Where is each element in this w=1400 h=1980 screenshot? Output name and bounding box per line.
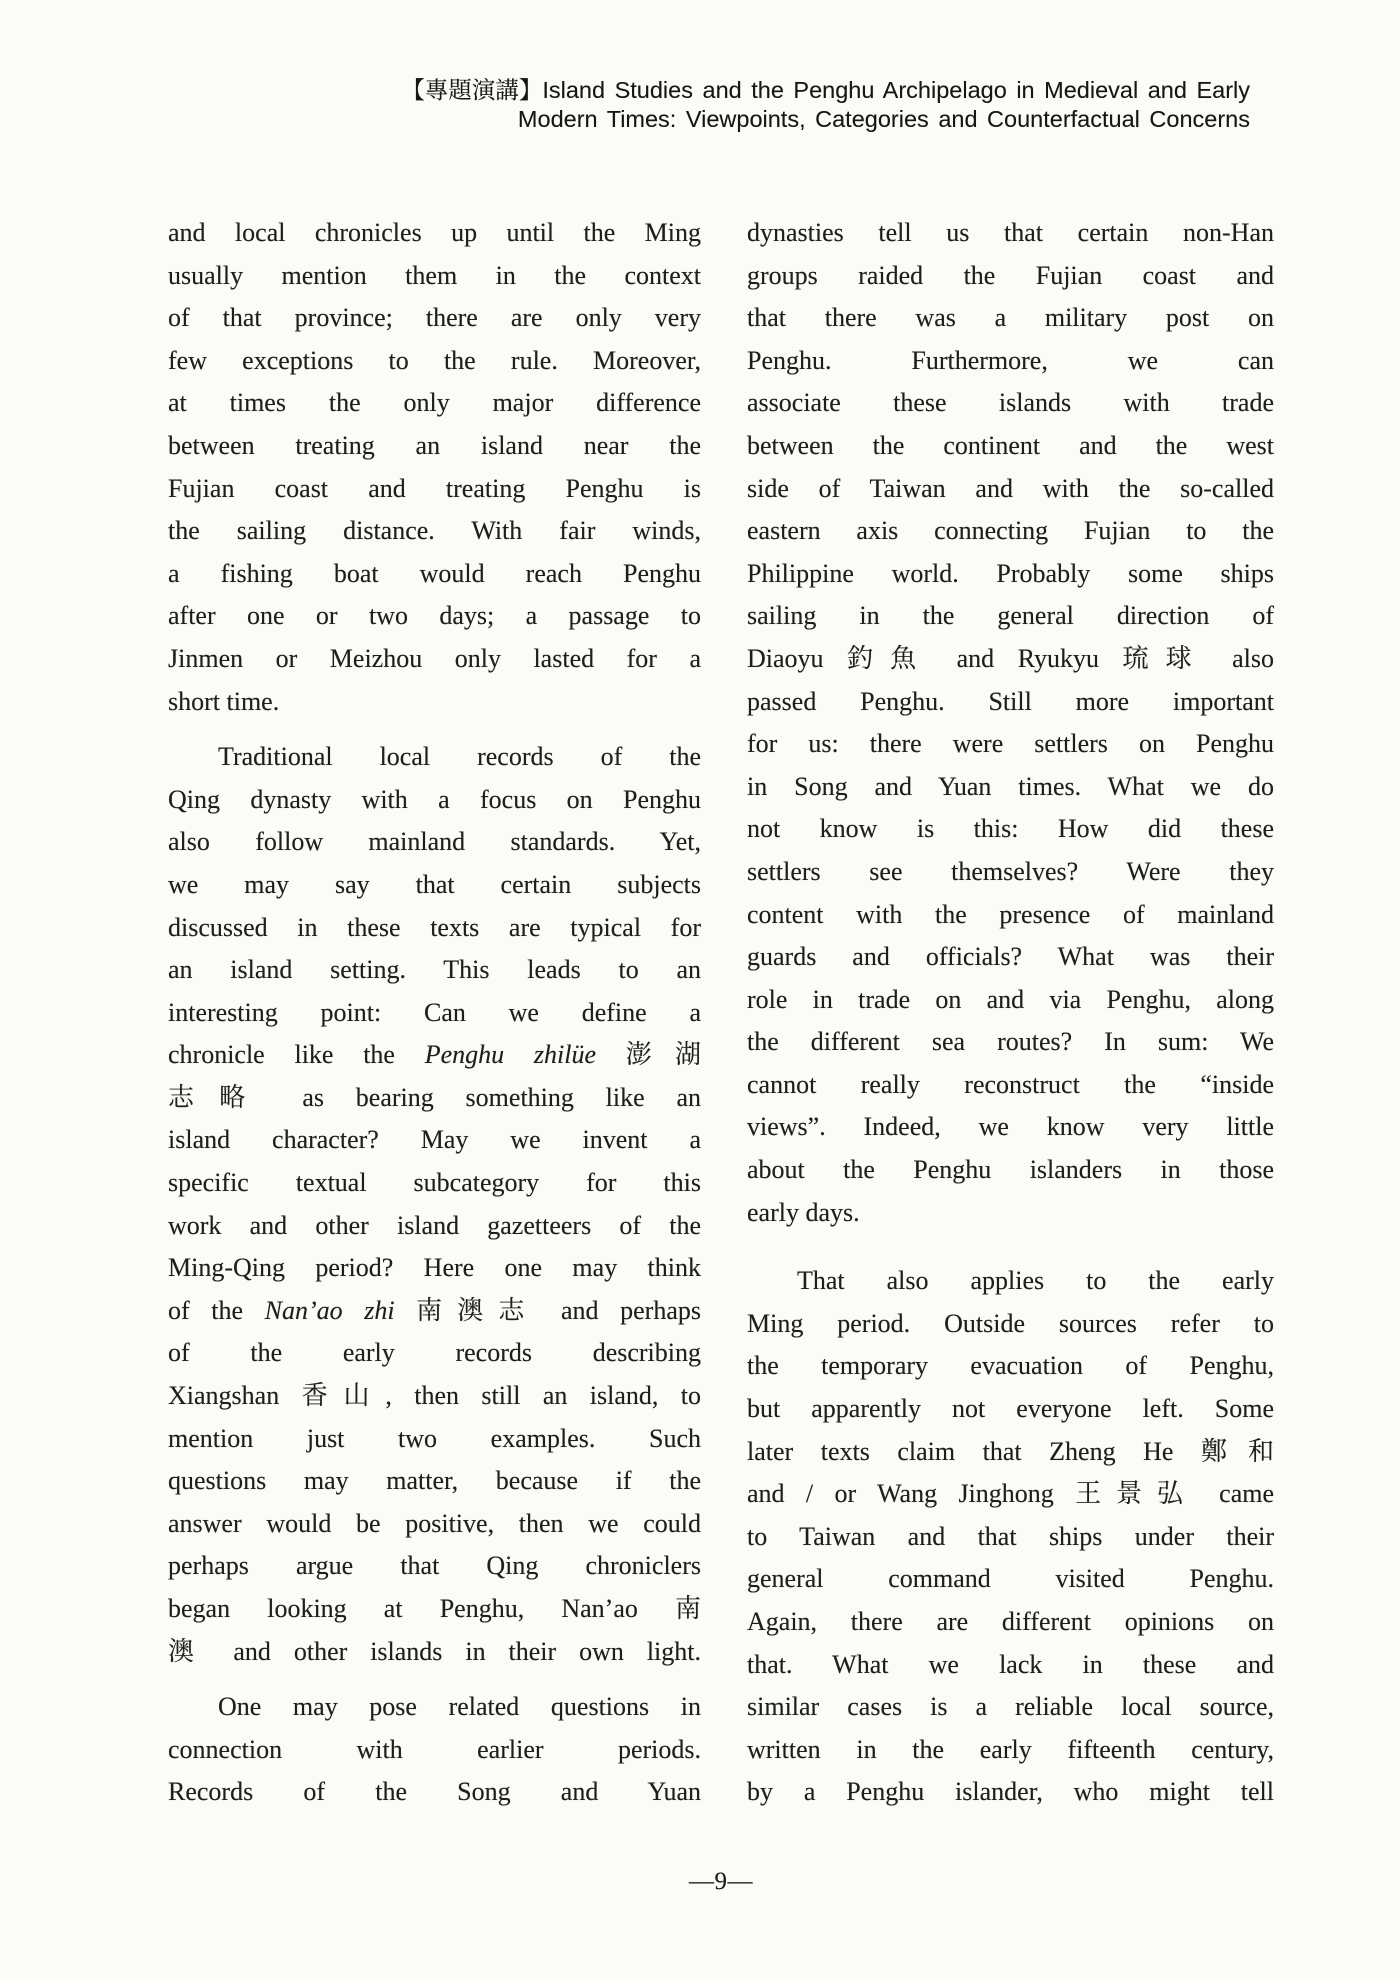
paragraph — [747, 212, 1274, 1234]
text-line: we may say that certain subjects — [168, 869, 701, 899]
text-line: interesting point: Can we define a — [168, 997, 701, 1027]
text-line: Ming period. Outside sources refer to — [747, 1308, 1274, 1338]
text-line: few exceptions to the rule. Moreover, — [168, 345, 701, 375]
text-line: after one or two days; a passage to — [168, 601, 701, 631]
text-line: side of Taiwan and with the so-called — [747, 473, 1274, 503]
text-line: the sailing distance. With fair winds, — [168, 516, 701, 546]
text-line: One may pose related questions in — [218, 1692, 701, 1722]
text-line: 志略 as bearing something like an — [168, 1082, 701, 1112]
text-line: 澳 and other islands in their own light. — [168, 1636, 701, 1666]
paragraph — [747, 1260, 1274, 1814]
text-line: answer would be positive, then we could — [168, 1508, 701, 1538]
text-line: island character? May we invent a — [168, 1125, 701, 1155]
text-line: and local chronicles up until the Ming — [168, 218, 701, 247]
text-line: an island setting. This leads to an — [168, 955, 701, 985]
text-line: between the continent and the west — [747, 430, 1274, 460]
text-line: for us: there were settlers on Penghu — [747, 729, 1274, 759]
text-line: Xiangshan 香山, then still an island, to — [168, 1381, 701, 1411]
text-line: general command visited Penghu. — [747, 1564, 1274, 1594]
text-line: perhaps argue that Qing chroniclers — [168, 1551, 701, 1581]
paragraph — [168, 212, 701, 723]
text-line: connection with earlier periods. — [168, 1734, 701, 1764]
text-line: usually mention them in the context — [168, 260, 701, 290]
text-line: written in the early fifteenth century, — [747, 1734, 1274, 1764]
paragraph — [168, 1686, 701, 1814]
text-line: dynasties tell us that certain non-Han — [747, 218, 1274, 247]
text-line: role in trade on and via Penghu, along — [747, 984, 1274, 1014]
text-line: the different sea routes? In sum: We — [747, 1027, 1274, 1057]
text-line: early days. — [747, 1197, 860, 1227]
text-line: between treating an island near the — [168, 430, 701, 460]
text-line: sailing in the general direction of — [747, 601, 1274, 631]
text-line: Ming-Qing period? Here one may think — [168, 1253, 701, 1283]
text-line: of the early records describing — [168, 1338, 701, 1368]
text-line: eastern axis connecting Fujian to the — [747, 516, 1274, 546]
text-line: of that province; there are only very — [168, 303, 701, 333]
paragraph — [168, 736, 701, 1673]
text-line: questions may matter, because if the — [168, 1466, 701, 1496]
text-line: similar cases is a reliable local source, — [747, 1692, 1274, 1722]
column-right — [747, 212, 1274, 1814]
text-line: Qing dynasty with a focus on Penghu — [168, 784, 701, 814]
text-line: by a Penghu islander, who might tell — [747, 1777, 1274, 1807]
text-line: passed Penghu. Still more important — [747, 686, 1274, 716]
text-line: Records of the Song and Yuan — [168, 1777, 701, 1807]
header-title-line1: 【專題演講】Island Studies and the Penghu Archipelago in Medieval and Early — [401, 77, 1250, 103]
text-line: that there was a military post on — [747, 303, 1274, 333]
text-line: of the Nan’ao zhi 南澳志 and perhaps — [168, 1295, 701, 1325]
text-line: a fishing boat would reach Penghu — [168, 558, 701, 588]
column-left — [168, 212, 701, 1814]
text-line: at times the only major difference — [168, 388, 701, 418]
page-number: —9— — [689, 1868, 753, 1895]
text-line: settlers see themselves? Were they — [747, 856, 1274, 886]
text-line: associate these islands with trade — [747, 388, 1274, 418]
text-line: chronicle like the Penghu zhilüe 澎湖 — [168, 1040, 701, 1070]
text-line: also follow mainland standards. Yet, — [168, 827, 701, 857]
text-line: to Taiwan and that ships under their — [747, 1521, 1274, 1551]
text-line: guards and officials? What was their — [747, 942, 1274, 972]
text-line: in Song and Yuan times. What we do — [747, 771, 1274, 801]
text-line: discussed in these texts are typical for — [168, 912, 701, 942]
text-line: cannot really reconstruct the “inside — [747, 1069, 1274, 1099]
text-line: Fujian coast and treating Penghu is — [168, 473, 701, 503]
text-line: content with the presence of mainland — [747, 899, 1274, 929]
text-line: short time. — [168, 686, 280, 716]
text-line: Philippine world. Probably some ships — [747, 558, 1274, 588]
text-line: that. What we lack in these and — [747, 1649, 1274, 1679]
text-line: later texts claim that Zheng He 鄭和 — [747, 1436, 1274, 1466]
text-line: specific textual subcategory for this — [168, 1168, 701, 1198]
text-line: and / or Wang Jinghong 王景弘 came — [747, 1479, 1274, 1509]
text-line: about the Penghu islanders in those — [747, 1155, 1274, 1185]
text-line: Jinmen or Meizhou only lasted for a — [168, 643, 701, 673]
text-line: Traditional local records of the — [218, 742, 701, 772]
text-line: That also applies to the early — [797, 1266, 1274, 1296]
text-line: work and other island gazetteers of the — [168, 1210, 701, 1240]
text-line: not know is this: How did these — [747, 814, 1274, 844]
text-line: Diaoyu 釣魚 and Ryukyu 琉球 also — [747, 643, 1274, 673]
text-line: the temporary evacuation of Penghu, — [747, 1351, 1274, 1381]
text-line: mention just two examples. Such — [168, 1423, 701, 1453]
text-line: began looking at Penghu, Nan’ao 南 — [168, 1594, 701, 1623]
page-header — [300, 76, 1250, 134]
text-line: Penghu. Furthermore, we can — [747, 345, 1274, 375]
text-line: views”. Indeed, we know very little — [747, 1112, 1274, 1142]
text-line: but apparently not everyone left. Some — [747, 1394, 1274, 1424]
text-line: Again, there are different opinions on — [747, 1607, 1274, 1636]
header-title-line2: Modern Times: Viewpoints, Categories and Counterfactual Concerns — [517, 106, 1250, 132]
text-line: groups raided the Fujian coast and — [747, 260, 1274, 290]
